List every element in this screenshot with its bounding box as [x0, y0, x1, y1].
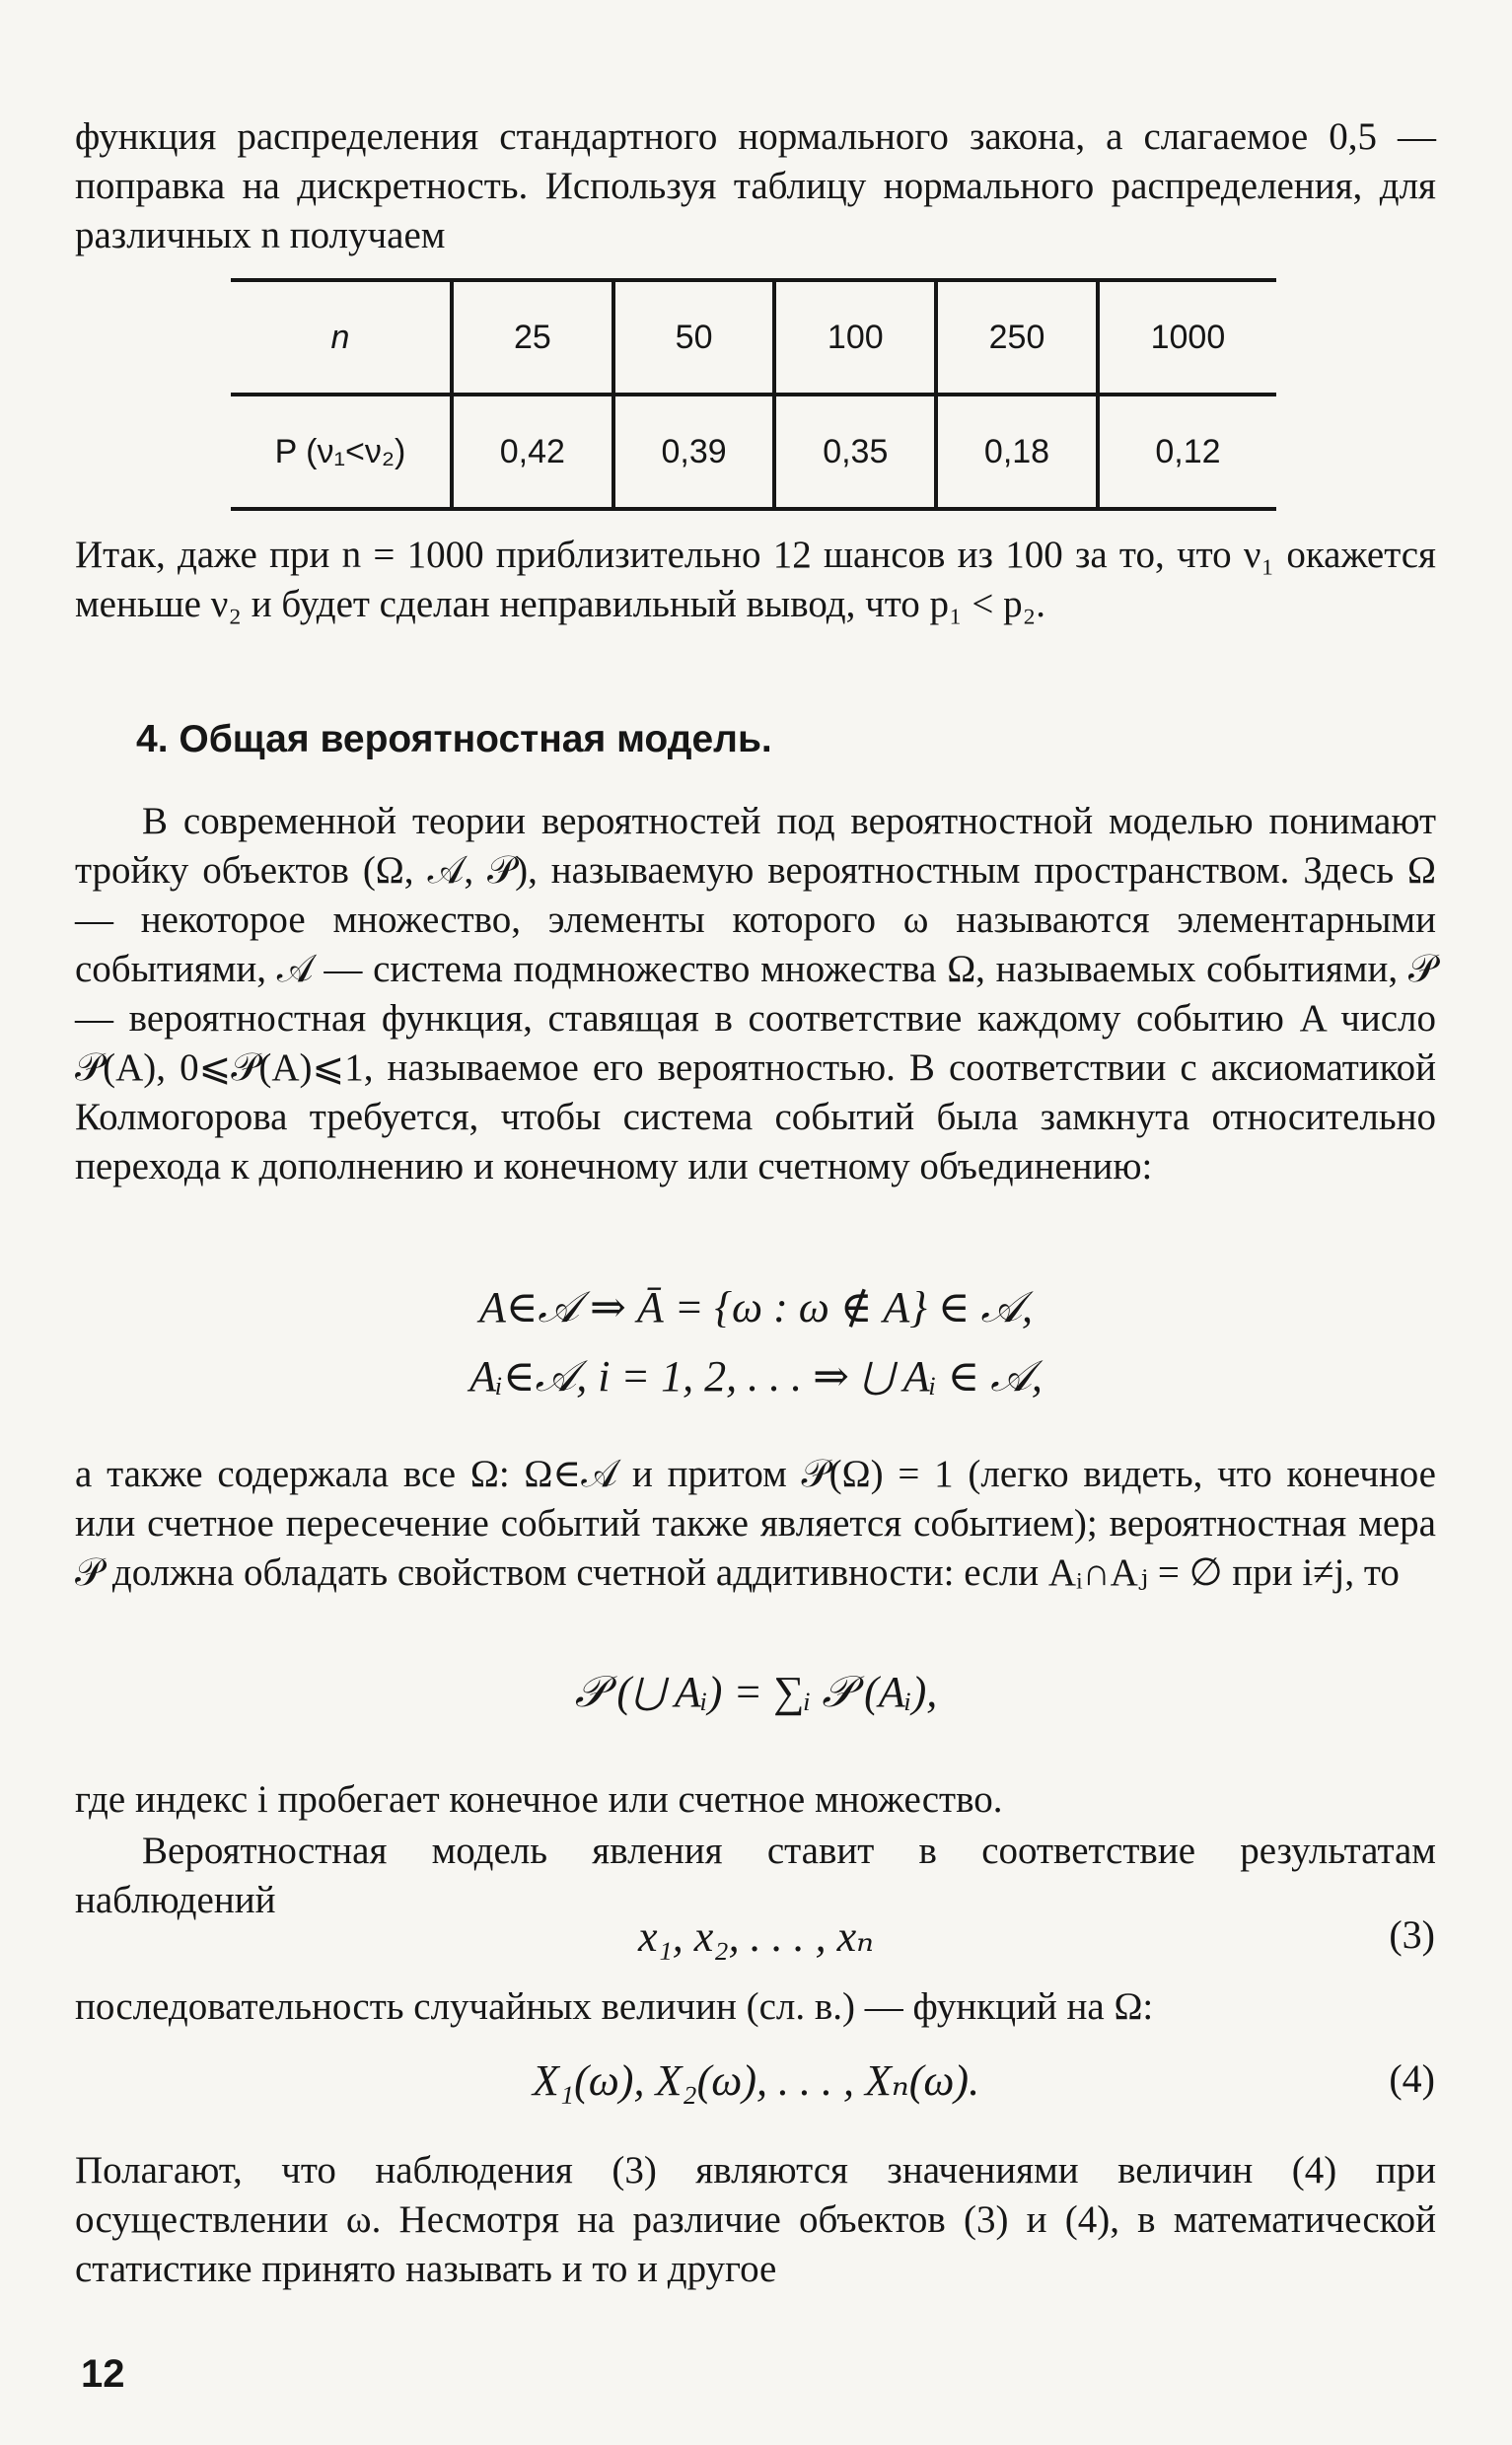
table-cell: 0,12: [1098, 395, 1276, 509]
table-col-header: 50: [613, 280, 775, 395]
page-number: 12: [81, 2352, 125, 2396]
paragraph-additivity: а также содержала все Ω: Ω∈𝒜 и притом 𝒫(Ω) = 1 (легко видеть, что конечное или счетное пересечение событий также является событием); вероятностная мера 𝒫 должна обладать свойством счетной аддитивности: если Aᵢ∩Aⱼ = ∅ при i≠j, то: [75, 1453, 1436, 1594]
table-cell: 0,42: [452, 395, 613, 509]
equation-number-3: (3): [1389, 1912, 1435, 1957]
table-col-header: 25: [452, 280, 613, 395]
paragraph-observations: Полагают, что наблюдения (3) являются значениями величин (4) при осуществлении ω. Несмотря на различие объектов (3) и (4), в математической статистике принято называть и то и другое: [75, 2149, 1436, 2290]
probability-table: [231, 278, 1276, 511]
paragraph-probability-space: В современной теории вероятностей под вероятностной моделью понимают тройку объектов (Ω, 𝒜, 𝒫), называемую вероятностным пространством. Здесь Ω — некоторое множество, элементы которого ω называются элементарными событиями, 𝒜 — система подмножество множества Ω, называемых событиями, 𝒫 — вероятностная функция, ставящая в соответствие каждому событию A число 𝒫(A), 0⩽𝒫(A)⩽1, называемое его вероятностью. В соответствии с аксиоматикой Колмогорова требуется, чтобы система событий была замкнута относительно перехода к дополнению и конечному или счетному объединению:: [75, 800, 1436, 1187]
paragraph-index: где индекс i пробегает конечное или счетное множество.: [75, 1778, 1003, 1821]
table-cell: 0,35: [774, 395, 936, 509]
table-row: [231, 395, 1276, 509]
formula-complement: A∈𝒜 ⇒ Ā = {ω : ω ∉ A} ∈ 𝒜,: [478, 1283, 1034, 1331]
section-heading: 4. Общая вероятностная модель.: [136, 718, 772, 760]
formula-random-variables: X₁(ω), X₂(ω), . . . , Xₙ(ω).: [532, 2056, 980, 2105]
table-col-header: 250: [936, 280, 1098, 395]
table-cell: 0,39: [613, 395, 775, 509]
table-col-header: 1000: [1098, 280, 1276, 395]
paragraph-model: Вероятностная модель явления ставит в соответствие результатам наблюдений: [75, 1830, 1436, 1921]
formula-union: Aᵢ∈𝒜, i = 1, 2, . . . ⇒ ⋃ Aᵢ ∈ 𝒜,: [469, 1352, 1043, 1401]
table-header-n: n: [231, 280, 452, 395]
paragraph-normal-law: функция распределения стандартного нормального закона, а слагаемое 0,5 — поправка на дискретность. Используя таблицу нормального распределения, для различных n получаем: [75, 115, 1436, 256]
table-cell: 0,18: [936, 395, 1098, 509]
formula-countable-additivity: 𝒫 (⋃ Aᵢ) = ∑ᵢ 𝒫 (Aᵢ),: [574, 1668, 938, 1716]
table-header-row: [231, 280, 1276, 395]
table-row-label: P (ν₁<ν₂): [231, 395, 452, 509]
paragraph-conclusion: Итак, даже при n = 1000 приблизительно 12 шансов из 100 за то, что ν₁ окажется меньше ν₂ и будет сделан неправильный вывод, что p₁ < p₂.: [75, 534, 1436, 625]
table-col-header: 100: [774, 280, 936, 395]
equation-number-4: (4): [1389, 2056, 1435, 2101]
formula-observations: x₁, x₂, . . . , xₙ: [637, 1912, 874, 1961]
paragraph-sequence: последовательность случайных величин (сл. в.) — функций на Ω:: [75, 1985, 1154, 2028]
